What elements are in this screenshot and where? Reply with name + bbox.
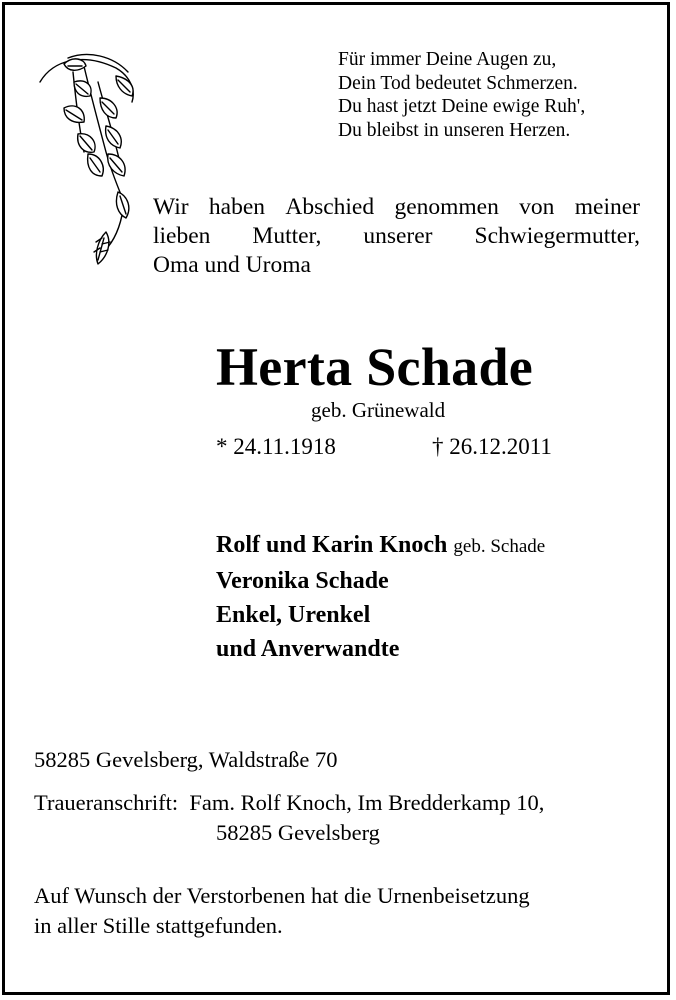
closing-note [34, 881, 530, 941]
condolence-line-2: 58285 Gevelsberg [216, 820, 380, 845]
intro-word: meiner [574, 194, 640, 220]
death-date: † 26.12.2011 [432, 434, 552, 459]
poem-line: Du bleibst in unseren Herzen. [338, 119, 571, 141]
poem-verse [338, 48, 585, 142]
condolence-line-1: Fam. Rolf Knoch, Im Bredderkamp 10, [189, 790, 545, 815]
intro-word: lieben [153, 223, 211, 249]
deceased-name: Herta Schade [216, 337, 534, 397]
birth-name: geb. Grünewald [311, 398, 446, 422]
mourner-line: und Anverwandte [216, 636, 400, 662]
birch-branch-icon [28, 42, 158, 282]
intro-line-2 [153, 222, 640, 251]
mourner-names: Rolf und Karin Knoch [216, 532, 448, 558]
intro-line-3: Oma und Uroma [153, 252, 311, 278]
poem-line: Dein Tod bedeutet Schmerzen. [338, 72, 578, 94]
mourners-list [216, 528, 545, 666]
intro-line-1 [153, 193, 640, 222]
intro-word: Abschied [285, 194, 375, 220]
intro-word: unserer [363, 223, 433, 249]
poem-line: Du hast jetzt Deine ewige Ruh', [338, 96, 586, 117]
residence-address: 58285 Gevelsberg, Waldstraße 70 [34, 747, 338, 772]
intro-word: von [519, 194, 555, 220]
mourner-line: Veronika Schade [216, 568, 389, 594]
mourner-line [216, 528, 545, 564]
intro-word: genommen [394, 194, 499, 220]
condolence-label: Traueranschrift: [34, 790, 179, 815]
poem-line: Für immer Deine Augen zu, [338, 49, 557, 70]
farewell-intro [153, 193, 640, 280]
closing-line: in aller Stille stattgefunden. [34, 913, 283, 938]
mourner-birth-name: geb. Schade [453, 536, 546, 557]
birth-date: * 24.11.1918 [216, 434, 336, 459]
condolence-address [34, 788, 544, 818]
intro-word: Mutter, [252, 223, 322, 249]
mourner-line: Enkel, Urenkel [216, 602, 371, 628]
intro-word: haben [208, 194, 266, 220]
intro-word: Wir [153, 194, 189, 220]
intro-word: Schwiegermutter, [474, 223, 640, 249]
closing-line: Auf Wunsch der Verstorbenen hat die Urnenbeisetzung [34, 883, 530, 908]
